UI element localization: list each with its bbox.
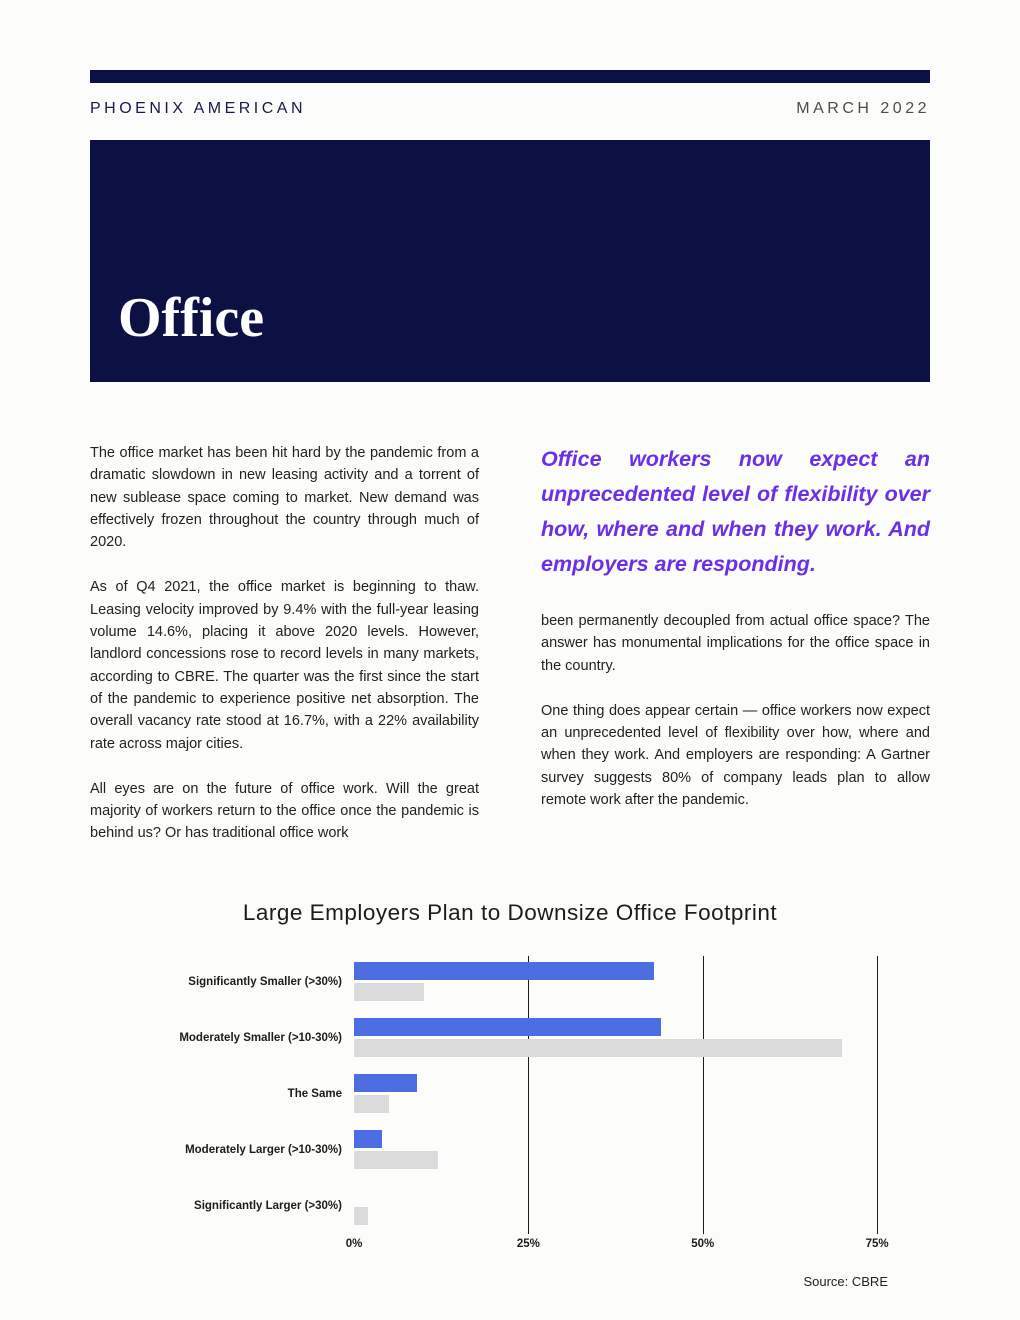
axis-spacer [90, 1234, 354, 1260]
bar-series-2-gray [354, 1207, 368, 1225]
bar-group [354, 1178, 912, 1234]
bar-group [354, 1010, 912, 1066]
paragraph: All eyes are on the future of office work. Will the great majority of workers return to the office once the pandemic is behind us? Or has traditional office work [90, 780, 479, 842]
bar-series-1-blue [354, 1130, 382, 1148]
category-label: The Same [287, 1087, 342, 1100]
bar-series-2-gray [354, 1151, 438, 1169]
paragraph: As of Q4 2021, the office market is beginning to thaw. Leasing velocity improved by 9.4% with the full-year leasing volume 14.6%, placing it above 2020 levels. However, landlord concessions rose to record levels in many markets, according to CBRE. The quarter was the first since the start of the pandemic to experience positive net absorption. The overall vacancy rate stood at 16.7%, with a 22% availability rate across major cities. [90, 579, 479, 752]
x-axis-labels [345, 1237, 912, 1260]
category-label: Moderately Larger (>10-30%) [185, 1143, 342, 1156]
bar-series-1-blue [354, 1018, 661, 1036]
page-title: Office [118, 287, 265, 349]
x-tick-label: 50% [691, 1237, 715, 1250]
category-label: Moderately Smaller (>10-30%) [179, 1031, 342, 1044]
bar-series-2-gray [354, 983, 424, 1001]
bar-group [354, 1066, 912, 1122]
pull-quote: Office workers now expect an unprecedented level of flexibility over how, where and when they work. And employers are responding. [541, 447, 930, 576]
chart-category-labels [90, 954, 354, 1234]
brand-name: PHOENIX AMERICAN [90, 100, 307, 117]
top-accent-bar [90, 70, 930, 83]
left-column [90, 442, 479, 868]
bar-group [354, 954, 912, 1010]
paragraph: been permanently decoupled from actual office space? The answer has monumental implications for the office space in the country. [541, 613, 930, 674]
bar-series-1-blue [354, 1074, 417, 1092]
bar-series-1-blue [354, 962, 654, 980]
category-label: Significantly Smaller (>30%) [188, 975, 342, 988]
hero-banner [90, 140, 930, 382]
bar-group [354, 1122, 912, 1178]
paragraph: One thing does appear certain — office workers now expect an unprecedented level of flexibility over how, where and when they work. And employers are responding: A Gartner survey suggests 80% of company leads plan to allow remote work after the pandemic. [541, 702, 930, 809]
x-tick-label: 75% [865, 1237, 889, 1250]
x-tick-label: 25% [516, 1237, 540, 1250]
bar-series-2-gray [354, 1039, 842, 1057]
paragraph: The office market has been hit hard by the pandemic from a dramatic slowdown in new leasing activity and a torrent of new sublease space coming to market. New demand was effectively frozen throughout the country through much of 2020. [90, 445, 479, 551]
right-column [541, 442, 930, 868]
chart-x-axis [90, 1234, 930, 1260]
chart-plot-area [354, 954, 912, 1234]
masthead [90, 100, 930, 118]
bar-chart [90, 954, 930, 1234]
category-label: Significantly Larger (>30%) [194, 1199, 342, 1212]
bar-series-2-gray [354, 1095, 389, 1113]
x-tick-label: 0% [345, 1237, 363, 1250]
chart-title: Large Employers Plan to Downsize Office Footprint [242, 899, 778, 925]
article-columns [90, 442, 930, 868]
issue-date: MARCH 2022 [796, 100, 930, 117]
chart-source: Source: CBRE [803, 1273, 888, 1289]
